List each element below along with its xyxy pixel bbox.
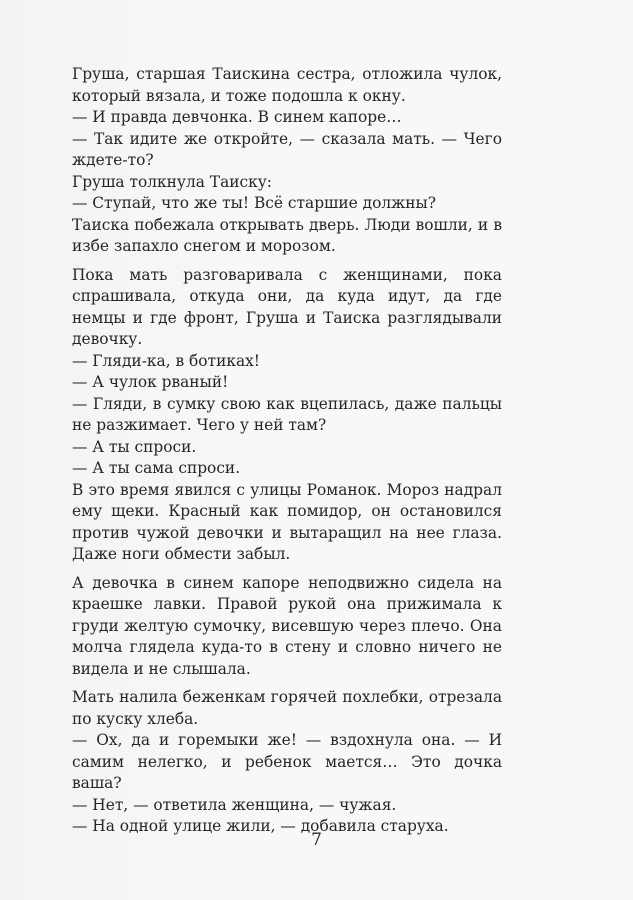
page-number: 7: [311, 830, 322, 850]
paragraph: — Нет, — ответила женщина, — чужая.: [72, 795, 397, 814]
paragraph: Таиска побежала открывать дверь. Люди вошли, и в избе запахло снегом и морозом.: [72, 215, 502, 255]
paragraph: — И правда девчонка. В синем капоре…: [72, 108, 402, 126]
paragraph: Груша толкнула Таиску:: [72, 172, 272, 191]
paragraph: Мать налила беженкам горячей похлебки, отрезала по куску хлеба.: [72, 688, 502, 728]
paragraph: — На одной улице жили, — добавила старуха.: [72, 817, 449, 835]
paragraph: — Так идите же откройте, — сказала мать. — Чего ждете-то?: [72, 129, 502, 169]
paragraph: — А чулок рваный!: [72, 373, 229, 391]
paragraph: — А ты сама спроси.: [72, 459, 241, 477]
page-text: [72, 64, 502, 838]
paragraph: — Гляди-ка, в ботиках!: [72, 351, 260, 370]
paragraph: Пока мать разговаривала с женщинами, пока спрашивала, откуда они, да куда идут, да где немцы и где фронт, Груша и Таиска разглядывали девочку.: [72, 265, 502, 348]
paragraph: — Гляди, в сумку свою как вцепилась, даже пальцы не разжимает. Чего у ней там?: [72, 394, 502, 434]
paragraph: — Ох, да и горемыки же! — вздохнула она. — И самим нелегко, и ребенок мается… Это дочка ваша?: [72, 731, 502, 792]
paragraph: В это время явился с улицы Романок. Мороз надрал ему щеки. Красный как помидор, он остановился против чужой девочки и вытаращил на нее глаза. Даже ноги обмести забыл.: [72, 480, 502, 563]
paragraph: — Ступай, что же ты! Всё старшие должны?: [72, 194, 437, 212]
paragraph: Груша, старшая Таискина сестра, отложила чулок, который вязала, и тоже подошла к окну.: [72, 65, 502, 105]
paragraph: — А ты спроси.: [72, 437, 197, 456]
paragraph: А девочка в синем капоре неподвижно сидела на краешке лавки. Правой рукой она прижимала к груди желтую сумочку, висевшую через плечо. Она молча глядела куда-то в стену и словно ничего не видела и не слышала.: [72, 573, 502, 678]
